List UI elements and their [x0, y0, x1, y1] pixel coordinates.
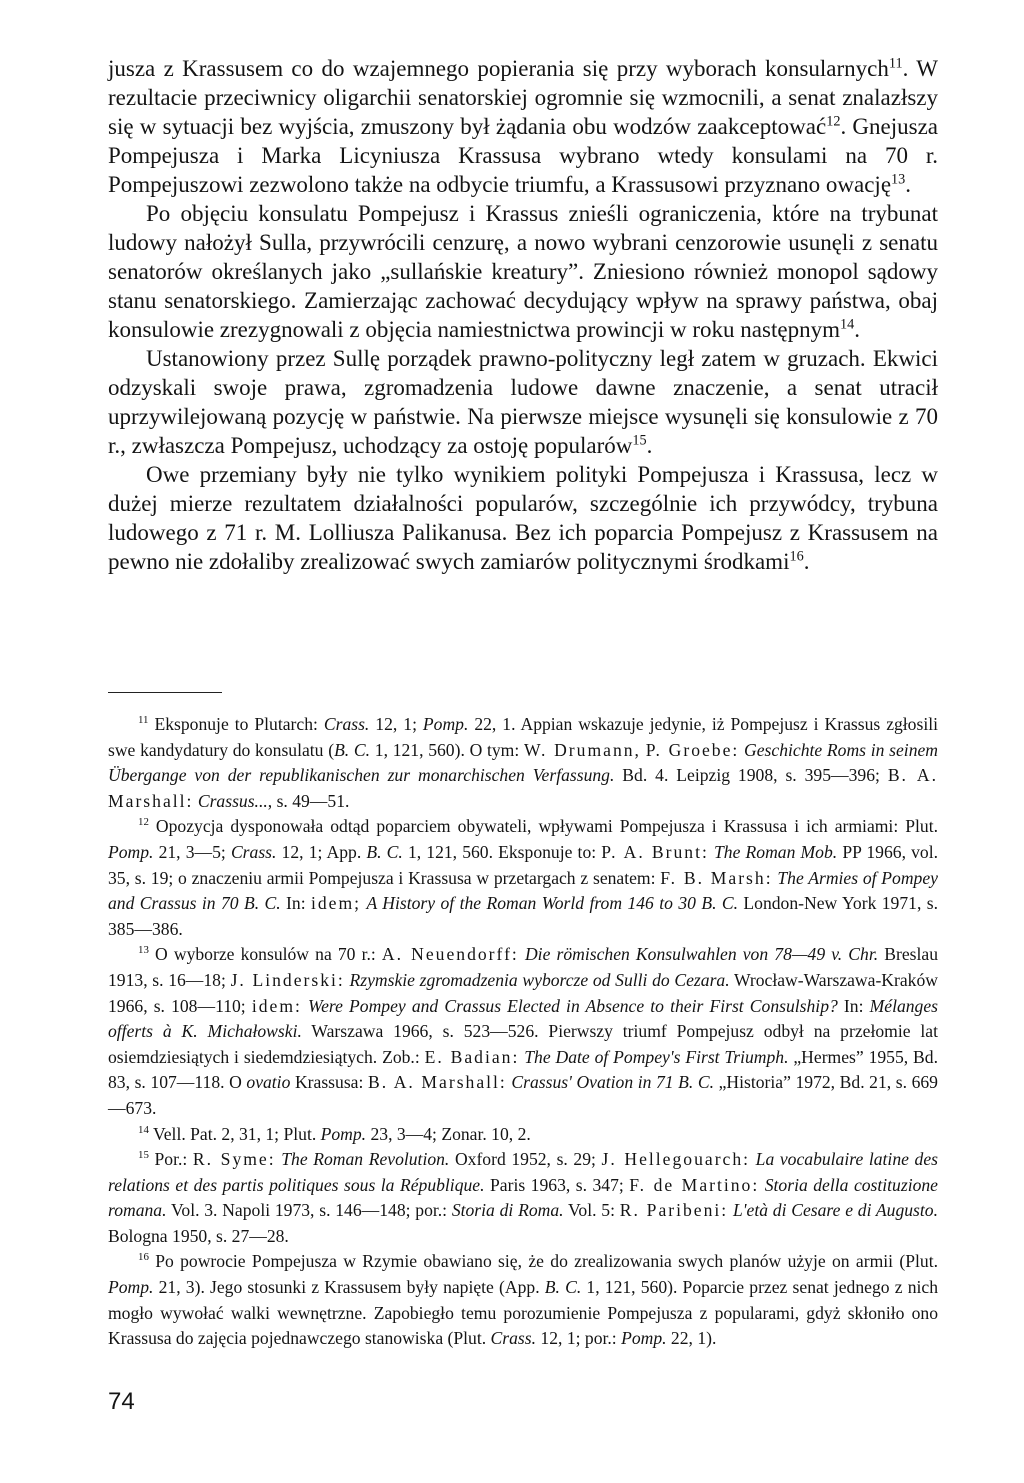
author-name: J. Linderski:: [230, 969, 345, 990]
text: Po objęciu konsulatu Pompejusz i Krassus znieśli ograniczenia, które na trybunat ludowy nałożył Sulla, przywrócili cenzurę, a nowo wybrani cenzorowie usunęli z senatu senatorów określanych jako „sullańskie kreatury”. Zniesiono również monopol sądowy stanu senatorskiego. Zamierzając zachować decydujący wpływ na sprawy państwa, obaj konsulowie zrezygnowali z objęcia namiestnictwa prowincji w roku następnym: [108, 201, 938, 342]
paragraph-3: [108, 344, 938, 460]
text: Ustanowiony przez Sullę porządek prawno-polityczny legł zatem w gruzach. Ekwici odzyskali swoje prawa, zgromadzenia ludowe dawne znaczenie, a senat utracił uprzywilejowaną pozycję w państwie. Na pierwsze miejsce wysunęli się konsulowie z 70 r., zwłaszcza Pompejusz, uchodzący za ostoję popularów: [108, 346, 938, 458]
footnote-divider: [108, 692, 222, 693]
author-name: P. A. Brunt:: [601, 841, 709, 862]
italic-text: L'età di Cesare e di Augusto.: [732, 1200, 938, 1221]
italic-text: The Armies of Pompey and Crassus in 70 B. C.: [108, 867, 938, 914]
footnote-15: [108, 1147, 938, 1249]
author-name: W. Drumann,: [523, 739, 641, 760]
footnote-ref: 11: [888, 55, 903, 72]
author-name: F. de Martino:: [629, 1174, 760, 1195]
italic-text: The Roman Revolution.: [281, 1149, 450, 1170]
text: 1, 121, 560). O tym:: [370, 739, 524, 760]
italic-text: Mélanges offerts à K. Michałowski.: [108, 995, 939, 1042]
author-name: P. Groebe:: [645, 739, 740, 760]
italic-text: Crass.: [230, 841, 277, 862]
text: Paris 1963, s. 347;: [484, 1174, 630, 1195]
italic-text: La vocabulaire latine des relations et des partis politiques sous la République.: [108, 1149, 938, 1195]
author-name: R. Syme:: [192, 1149, 276, 1170]
footnote-16: [108, 1249, 938, 1351]
author-name: idem:: [251, 995, 302, 1016]
footnote-number: 14: [138, 1123, 149, 1136]
author-name: R. Paribeni:: [619, 1200, 729, 1221]
italic-text: Crass.: [490, 1328, 537, 1349]
text: London-New York 1971, s. 385—386.: [108, 893, 938, 939]
footnote-number: 16: [138, 1251, 149, 1264]
text: Por.:: [148, 1149, 193, 1170]
footnote-11: [108, 712, 938, 814]
footnote-number: 12: [138, 816, 149, 829]
text: Bologna 1950, s. 27—28.: [108, 1225, 289, 1246]
text: 23, 3—4; Zonar. 10, 2.: [366, 1123, 531, 1144]
italic-text: B. C.: [334, 739, 371, 760]
italic-text: The Roman Mob.: [714, 841, 838, 862]
footnote-ref: 14: [839, 316, 855, 333]
text: 21, 3—5;: [153, 841, 231, 862]
text: 22, 1. Appian wskazuje jedynie, iż Pompejusz i Krassus zgłosili swe kandydatury do konsulatu (: [108, 714, 938, 760]
text: , s. 49—51.: [267, 790, 350, 811]
italic-text: Were Pompey and Crassus Elected in Absence to their First Consulship?: [308, 995, 838, 1016]
text: . W rezultacie przeciwnicy oligarchii senatorskiej ogromnie się wzmocnili, a senat znalazłszy się w sytuacji bez wyjścia, zmuszony był żądania obu wodzów zaakceptować: [108, 56, 938, 139]
italic-text: The Date of Pompey's First Triumph.: [524, 1046, 789, 1067]
italic-text: Crassus...: [197, 790, 268, 811]
footnote-ref: 15: [632, 432, 647, 449]
footnote-12: [108, 814, 938, 942]
footnote-number: 11: [138, 714, 149, 727]
text: 12, 1;: [369, 714, 423, 734]
italic-text: Die römischen Konsulwahlen von 78—49 v. Chr.: [524, 944, 879, 965]
text: . Gnejusza Pompejusza i Marka Licyniusza Krassusa wybrano wtedy konsulami na 70 r. Pompejuszowi zezwolono także na odbycie triumfu, a Krassusowi przyznano owację: [108, 114, 938, 197]
text: 21, 3). Jego stosunki z Krassusem były napięte (App.: [153, 1277, 545, 1298]
text: Eksponuje to Plutarch:: [148, 714, 324, 734]
footnote-ref: 13: [891, 171, 906, 188]
text: 22, 1).: [666, 1328, 717, 1349]
text: Wrocław-Warszawa-Kraków 1966, s. 108—110;: [108, 969, 938, 1016]
author-name: E. Badian:: [424, 1046, 520, 1067]
author-name: A. Neuendorff:: [381, 944, 519, 965]
text: Owe przemiany były nie tylko wynikiem polityki Pompejusza i Krassusa, lecz w dużej mierze rezultatem działalności popularów, szczególnie ich przywódcy, trybuna ludowego z 71 r. M. Lolliusza Palikanusa. Bez ich poparcia Pompejusz z Krassusem na pewno nie zdołaliby zrealizować swych zamiarów politycznymi środkami: [108, 462, 938, 574]
italic-text: A History of the Roman World from 146 to 30 B. C.: [366, 893, 739, 914]
italic-text: Storia di Roma.: [451, 1200, 564, 1221]
italic-text: B. C.: [366, 841, 403, 862]
footnote-ref: 16: [789, 548, 804, 565]
text: Vell. Pat. 2, 31, 1; Plut.: [148, 1123, 321, 1144]
italic-text: Geschichte Roms in seinem Übergange von der republikanischen zur monarchischen Verfassung.: [108, 739, 939, 786]
text: Warszawa 1966, s. 523—526. Pierwszy triumf Pompejusz odbył na przełomie lat osiemdziesiątych i siedemdziesiątych. Zob.:: [108, 1021, 938, 1067]
text: PP 1966, vol. 35, s. 19; o znaczeniu armii Pompejusza i Krassusa w przetargach z senatem:: [108, 841, 938, 888]
text: „Hermes” 1955, Bd. 83, s. 107—118. O: [108, 1046, 938, 1093]
text: Opozycja dysponowała odtąd poparciem obywateli, wpływami Pompejusza i Krassusa i ich armiami: Plut.: [148, 816, 938, 837]
footnote-ref: 12: [826, 113, 841, 130]
text: .: [905, 172, 912, 197]
text: Oxford 1952, s. 29;: [449, 1149, 602, 1170]
text: Vol. 3. Napoli 1973, s. 146—148; por.:: [166, 1200, 452, 1221]
text: Krassusa:: [290, 1072, 368, 1093]
page-number: 74: [108, 1388, 135, 1415]
text: Bd. 4. Leipzig 1908, s. 395—396;: [614, 765, 888, 786]
italic-text: Pomp.: [621, 1328, 667, 1349]
footnote-number: 13: [138, 944, 149, 957]
text: .: [803, 549, 810, 574]
paragraph-1: [108, 54, 938, 199]
author-name: idem;: [311, 893, 362, 914]
italic-text: B. C.: [544, 1277, 582, 1298]
italic-text: Crassus' Ovation in 71 B. C.: [511, 1072, 715, 1093]
text: O wyborze konsulów na 70 r.:: [148, 944, 382, 965]
text: .: [854, 317, 860, 342]
italic-text: Pomp.: [320, 1123, 367, 1144]
text: .: [646, 433, 653, 458]
italic-text: Pomp.: [108, 1277, 154, 1298]
italic-text: ovatio: [246, 1072, 291, 1093]
footnote-number: 15: [138, 1149, 149, 1162]
paragraph-4: [108, 460, 938, 576]
text: Breslau 1913, s. 16—18;: [108, 944, 938, 990]
italic-text: Pomp.: [422, 714, 469, 734]
main-text: [108, 54, 938, 576]
text: In:: [837, 995, 870, 1016]
text: Po powrocie Pompejusza w Rzymie obawiano się, że do zrealizowania swych planów użyje on armii (Plut.: [148, 1251, 938, 1272]
text: In:: [280, 893, 311, 914]
italic-text: Rzymskie zgromadzenia wyborcze od Sulli do Cezara.: [349, 969, 730, 990]
author-name: J. Hellegouarch:: [601, 1149, 751, 1170]
italic-text: Storia della costituzione romana.: [108, 1174, 938, 1221]
text: 1, 121, 560. Eksponuje to:: [402, 841, 602, 862]
author-name: F. B. Marsh:: [660, 867, 773, 888]
text: 1, 121, 560). Poparcie przez senat jednego z nich mogło wywołać walki wewnętrzne. Zapobiegło temu porozumienie Pompejusza z popularami, gdyż skłoniło ono Krassusa do zajęcia pojednawczego stanowiska (Plut.: [108, 1277, 938, 1349]
italic-text: Crass.: [323, 714, 370, 734]
text: 12, 1; por.:: [536, 1328, 622, 1349]
footnotes: [108, 712, 938, 1352]
footnote-13: [108, 942, 938, 1121]
author-name: B. A. Marshall:: [108, 765, 939, 811]
paragraph-2: [108, 199, 938, 344]
text: Vol. 5:: [563, 1200, 620, 1221]
footnote-14: [108, 1122, 938, 1148]
author-name: B. A. Marshall:: [367, 1072, 507, 1093]
italic-text: Pomp.: [108, 841, 154, 862]
text: 12, 1; App.: [276, 841, 367, 862]
text: jusza z Krassusem co do wzajemnego popierania się przy wyborach konsularnych: [108, 56, 889, 81]
text: „Historia” 1972, Bd. 21, s. 669—673.: [108, 1072, 938, 1118]
